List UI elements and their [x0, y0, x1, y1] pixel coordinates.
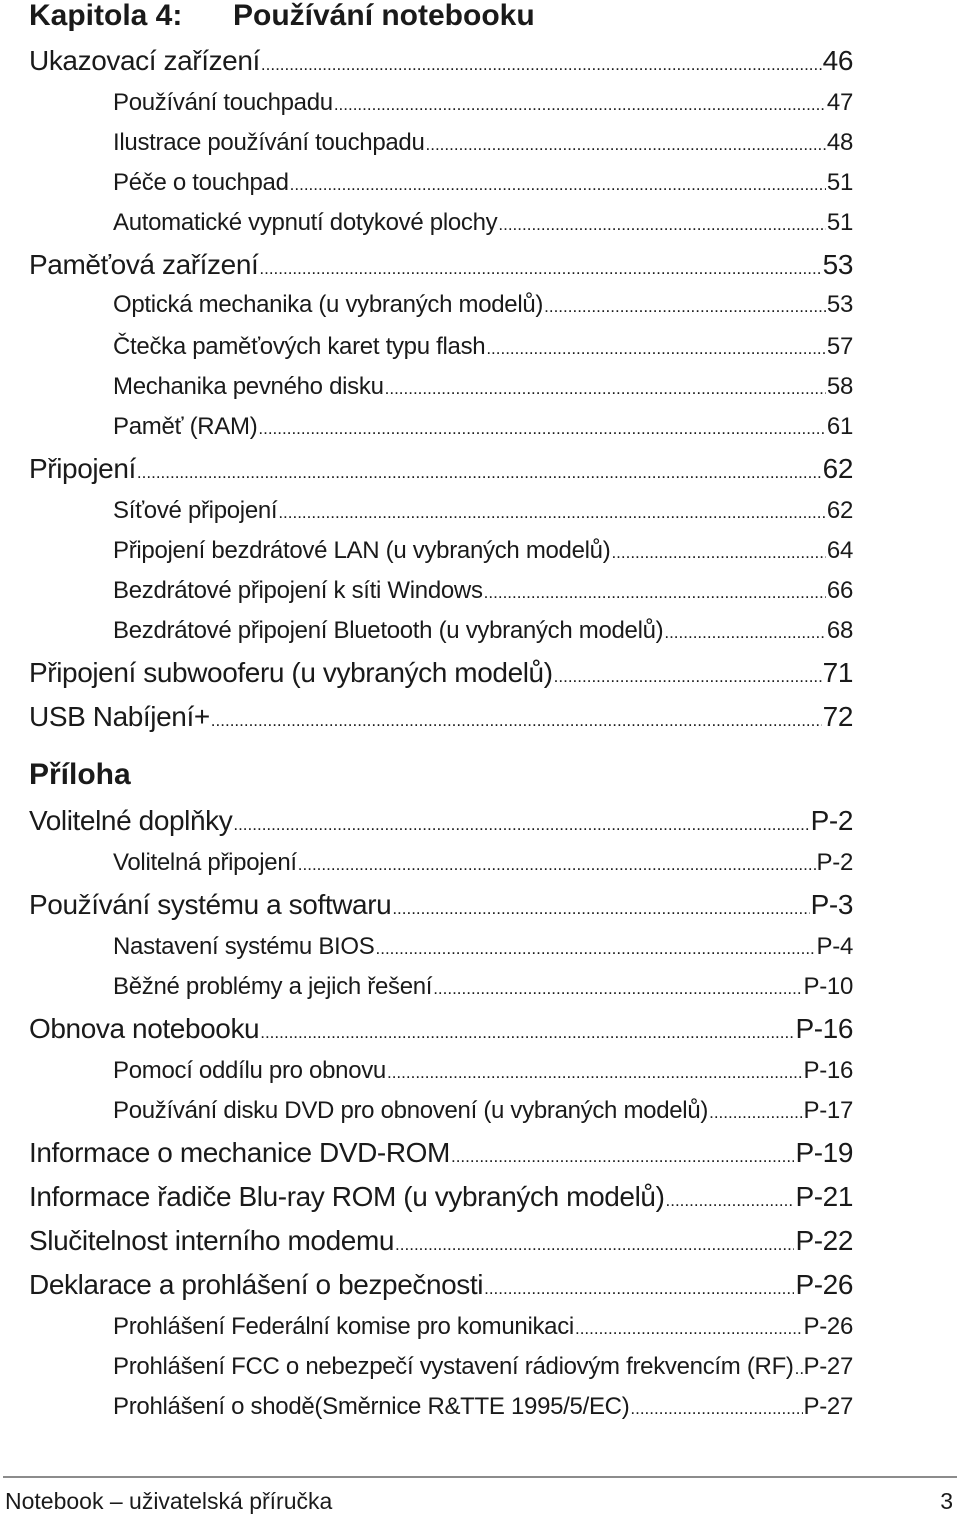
toc-entry-page: P-10 [803, 973, 853, 1000]
toc-dot-leader [630, 1387, 802, 1429]
toc-dot-leader [258, 407, 826, 449]
toc-entry-page: P-4 [816, 933, 853, 960]
toc-entry-page: 72 [822, 701, 853, 732]
toc-subsection-entry[interactable] [113, 611, 853, 651]
toc-dot-leader [261, 41, 822, 85]
toc-entry-page: 46 [822, 45, 853, 76]
toc-entry-title: Mechanika pevného disku [113, 373, 384, 400]
appendix-heading: Příloha [29, 758, 131, 791]
toc-entry-title: Pomocí oddílu pro obnovu [113, 1057, 386, 1084]
toc-entry-title: Volitelná připojení [113, 849, 297, 876]
toc-dot-leader [544, 285, 826, 327]
toc-subsection-entry[interactable] [113, 1387, 853, 1427]
toc-dot-leader [666, 1177, 795, 1221]
toc-entry-page: 58 [826, 373, 853, 400]
toc-entry-page: P-17 [803, 1097, 853, 1124]
toc-entry-title: Běžné problémy a jejich řešení [113, 973, 433, 1000]
toc-dot-leader [498, 203, 826, 245]
toc-subsection-entry[interactable] [113, 1307, 853, 1347]
toc-entry-title: Nastavení systému BIOS [113, 933, 375, 960]
toc-entry-title: Čtečka paměťových karet typu flash [113, 333, 486, 360]
toc-dot-leader [426, 123, 826, 165]
toc-dot-leader [385, 367, 826, 409]
toc-entry-page: 51 [826, 169, 853, 196]
toc-section-entry[interactable] [29, 1009, 853, 1049]
toc-entry-page: 57 [826, 333, 853, 360]
toc-subsection-entry[interactable] [113, 967, 853, 1007]
toc-entry-title: Paměťová zařízení [29, 249, 259, 280]
toc-entry-title: Volitelné doplňky [29, 805, 233, 836]
toc-dot-leader [395, 1221, 794, 1265]
toc-section-entry[interactable] [29, 1133, 853, 1173]
toc-subsection-entry[interactable] [113, 927, 853, 967]
toc-entry-title: Používání disku DVD pro obnovení (u vybraných modelů) [113, 1097, 709, 1124]
toc-entry-page: P-22 [795, 1225, 853, 1256]
toc-subsection-entry[interactable] [113, 1051, 853, 1091]
toc-entry-title: Ilustrace používání touchpadu [113, 129, 425, 156]
toc-entry-page: 68 [826, 617, 853, 644]
toc-section-entry[interactable] [29, 1265, 853, 1305]
toc-entry-page: 48 [826, 129, 853, 156]
toc-subsection-entry[interactable] [113, 407, 853, 447]
toc-section-entry[interactable] [29, 1177, 853, 1217]
toc-entry-title: Informace řadiče Blu-ray ROM (u vybraných modelů) [29, 1181, 665, 1212]
toc-entry-page: P-27 [803, 1353, 853, 1380]
toc-subsection-entry[interactable] [113, 843, 853, 883]
toc-dot-leader [433, 967, 802, 1009]
toc-entry-title: Připojení [29, 453, 136, 484]
toc-entry-page: 64 [826, 537, 853, 564]
toc-dot-leader [451, 1133, 794, 1177]
toc-entry-title: Informace o mechanice DVD-ROM [29, 1137, 450, 1168]
toc-entry-page: 61 [826, 413, 853, 440]
toc-entry-page: P-26 [795, 1269, 853, 1300]
toc-dot-leader [484, 571, 826, 613]
toc-section-entry[interactable] [29, 885, 853, 925]
chapter-label: Kapitola 4: [29, 0, 183, 32]
toc-dot-leader [486, 327, 826, 369]
toc-entry-page: P-3 [810, 889, 853, 920]
toc-entry-title: Automatické vypnutí dotykové plochy [113, 209, 498, 236]
toc-entry-page: P-26 [803, 1313, 853, 1340]
chapter-heading [29, 0, 909, 36]
footer-title: Notebook – uživatelská příručka [5, 1488, 333, 1514]
toc-entry-title: USB Nabíjení+ [29, 701, 210, 732]
toc-subsection-entry[interactable] [113, 1347, 853, 1387]
toc-entry-page: 71 [822, 657, 853, 688]
toc-section-entry[interactable] [29, 801, 853, 841]
toc-entry-title: Obnova notebooku [29, 1013, 260, 1044]
toc-subsection-entry[interactable] [113, 285, 853, 325]
toc-entry-title: Síťové připojení [113, 497, 278, 524]
toc-entry-title: Paměť (RAM) [113, 413, 258, 440]
toc-dot-leader [795, 1347, 803, 1389]
toc-entry-page: 53 [822, 249, 853, 280]
toc-dot-leader [260, 1009, 794, 1053]
toc-subsection-entry[interactable] [113, 571, 853, 611]
toc-entry-page: 66 [826, 577, 853, 604]
toc-entry-page: 53 [826, 291, 853, 318]
toc-dot-leader [575, 1307, 803, 1349]
toc-entry-page: P-2 [816, 849, 853, 876]
toc-entry-page: P-16 [803, 1057, 853, 1084]
toc-dot-leader [376, 927, 816, 969]
toc-subsection-entry[interactable] [113, 123, 853, 163]
toc-subsection-entry[interactable] [113, 203, 853, 243]
toc-entry-title: Deklarace a prohlášení o bezpečnosti [29, 1269, 484, 1300]
toc-entry-page: P-19 [795, 1137, 853, 1168]
toc-entry-page: P-27 [803, 1393, 853, 1420]
toc-subsection-entry[interactable] [113, 163, 853, 203]
chapter-title: Používání notebooku [233, 0, 535, 32]
toc-section-entry[interactable] [29, 245, 853, 285]
toc-dot-leader [392, 885, 809, 929]
toc-entry-title: Používání systému a softwaru [29, 889, 392, 920]
toc-dot-leader [298, 843, 816, 885]
toc-entry-page: 47 [826, 89, 853, 116]
toc-section-entry[interactable] [29, 653, 853, 693]
toc-dot-leader [211, 697, 822, 741]
toc-subsection-entry[interactable] [113, 327, 853, 367]
toc-dot-leader [387, 1051, 803, 1093]
toc-dot-leader [709, 1091, 802, 1133]
toc-entry-page: P-2 [810, 805, 853, 836]
toc-subsection-entry[interactable] [113, 367, 853, 407]
toc-entry-title: Prohlášení Federální komise pro komunikaci [113, 1313, 574, 1340]
toc-entry-title: Prohlášení FCC o nebezpečí vystavení rádiovým frekvencím (RF) [113, 1353, 794, 1380]
toc-entry-title: Slučitelnost interního modemu [29, 1225, 395, 1256]
toc-dot-leader [233, 801, 809, 845]
toc-subsection-entry[interactable] [113, 491, 853, 531]
toc-dot-leader [334, 83, 826, 125]
toc-dot-leader [484, 1265, 794, 1309]
toc-section-entry[interactable] [29, 449, 853, 489]
toc-section-entry[interactable] [29, 1221, 853, 1261]
toc-entry-title: Péče o touchpad [113, 169, 289, 196]
toc-entry-title: Připojení subwooferu (u vybraných modelů) [29, 657, 553, 688]
toc-entry-page: 51 [826, 209, 853, 236]
toc-entry-title: Používání touchpadu [113, 89, 333, 116]
toc-entry-title: Bezdrátové připojení Bluetooth (u vybraných modelů) [113, 617, 664, 644]
toc-section-entry[interactable] [29, 41, 853, 81]
toc-entry-page: 62 [826, 497, 853, 524]
toc-dot-leader [290, 163, 826, 205]
footer-page-number: 3 [940, 1488, 953, 1514]
toc-entry-title: Prohlášení o shodě(Směrnice R&TTE 1995/5/EC) [113, 1393, 630, 1420]
footer-divider [3, 1476, 957, 1478]
toc-subsection-entry[interactable] [113, 1091, 853, 1131]
toc-entry-page: P-21 [795, 1181, 853, 1212]
toc-entry-title: Optická mechanika (u vybraných modelů) [113, 291, 544, 318]
toc-dot-leader [611, 531, 825, 573]
toc-dot-leader [259, 245, 821, 289]
toc-entry-page: P-16 [795, 1013, 853, 1044]
toc-dot-leader [278, 491, 826, 533]
toc-entry-title: Ukazovací zařízení [29, 45, 260, 76]
toc-entry-title: Připojení bezdrátové LAN (u vybraných modelů) [113, 537, 611, 564]
toc-subsection-entry[interactable] [113, 531, 853, 571]
toc-entry-page: 62 [822, 453, 853, 484]
toc-dot-leader [137, 449, 822, 493]
toc-subsection-entry[interactable] [113, 83, 853, 123]
toc-dot-leader [554, 653, 822, 697]
toc-dot-leader [664, 611, 826, 653]
toc-section-entry[interactable] [29, 697, 853, 737]
toc-entry-title: Bezdrátové připojení k síti Windows [113, 577, 483, 604]
